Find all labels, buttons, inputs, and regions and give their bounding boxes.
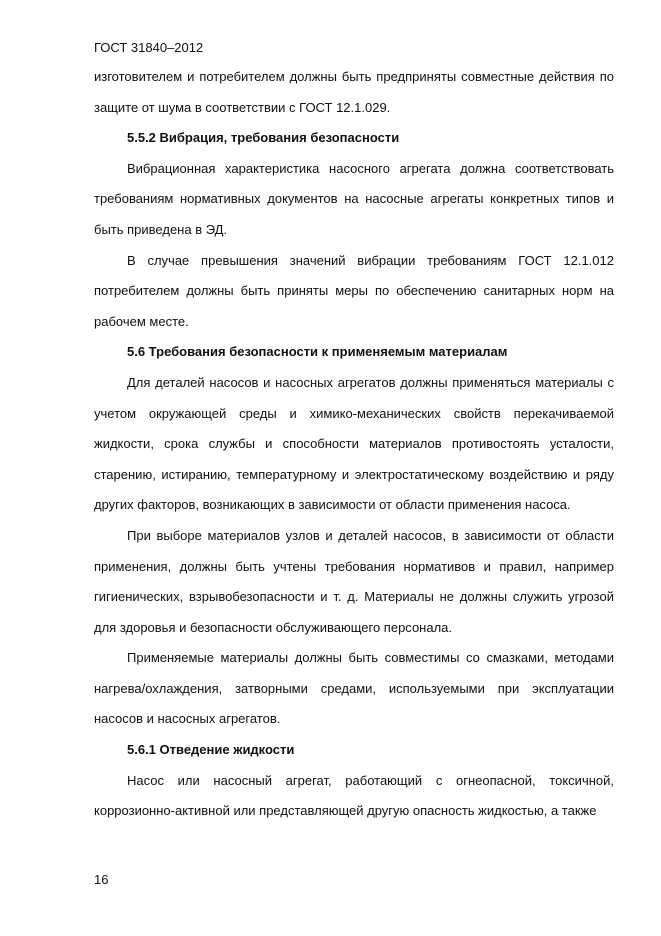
paragraph-continuation: изготовителем и потребителем должны быть предприняты совместные действия по защите от шума в соответствии с ГОСТ 12.1.029.: [94, 69, 614, 115]
heading-5-6: 5.6 Требования безопасности к применяемым материалам: [127, 344, 508, 360]
document-body: [94, 62, 614, 827]
document-code-header: ГОСТ 31840–2012: [94, 40, 204, 55]
paragraph-materials-conditions: Для деталей насосов и насосных агрегатов должны применяться материалы с учетом окружающей среды и химико-механических свойств перекачиваемой жидкости, срока службы и способности материалов противостоять усталости, старению, истиранию, температурному и электростатическому воздействию и ряду других факторов, возникающих в зависимости от области применения насоса.: [94, 374, 614, 513]
heading-5-6-1: 5.6.1 Отведение жидкости: [127, 742, 295, 758]
paragraph-materials-compatibility: Применяемые материалы должны быть совместимы со смазками, методами нагрева/охлаждения, затворными средами, используемыми при эксплуатации насосов и насосных агрегатов.: [94, 650, 614, 727]
paragraph-materials-selection: При выборе материалов узлов и деталей насосов, в зависимости от области применения, должны быть учтены требования нормативов и правил, например гигиенических, взрывобезопасности и т. д. Материалы не должны служить угрозой для здоровья и безопасности обслуживающего персонала.: [94, 527, 614, 635]
paragraph-liquid-drainage: Насос или насосный агрегат, работающий с огнеопасной, токсичной, коррозионно-активной или представляющей другую опасность жидкостью, а также: [94, 772, 614, 819]
paragraph-vibration-characteristic: Вибрационная характеристика насосного агрегата должна соответствовать требованиям нормативных документов на насосные агрегаты конкретных типов и быть приведена в ЭД.: [94, 160, 614, 237]
page-number: 16: [94, 872, 109, 887]
heading-5-5-2: 5.5.2 Вибрация, требования безопасности: [127, 130, 400, 146]
paragraph-vibration-exceeded: В случае превышения значений вибрации требованиям ГОСТ 12.1.012 потребителем должны быть приняты меры по обеспечению санитарных норм на рабочем месте.: [94, 252, 614, 329]
